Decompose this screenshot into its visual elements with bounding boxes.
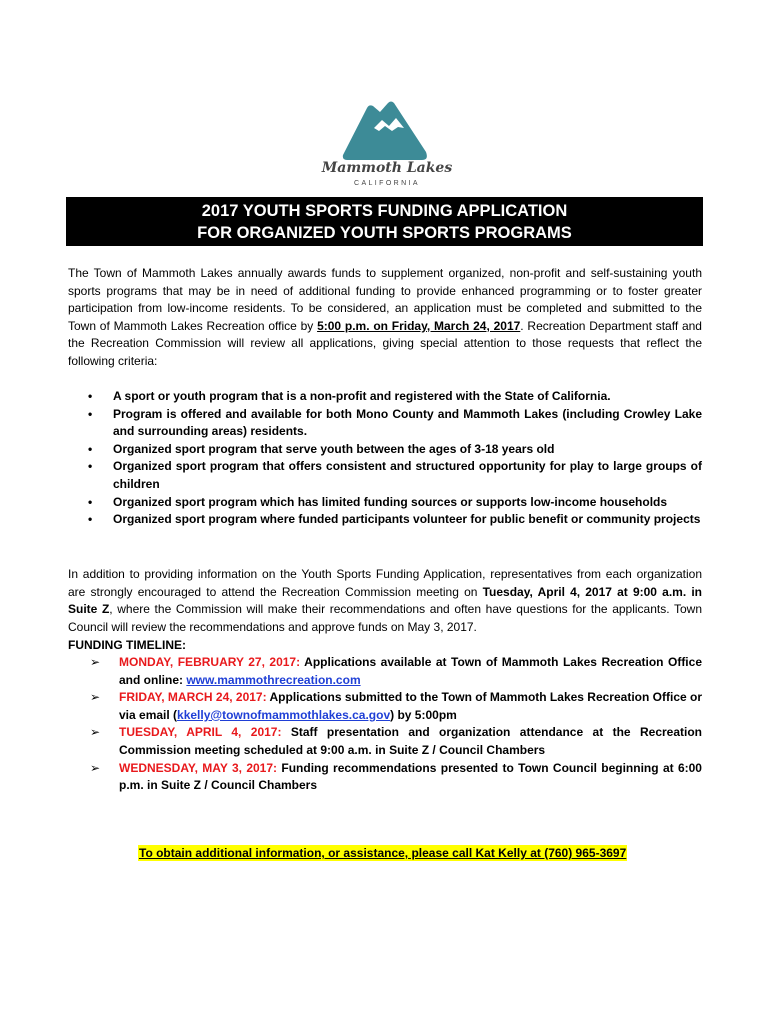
arrow-bullet-icon: ➢	[90, 655, 101, 669]
bullet-icon: •	[88, 494, 93, 509]
timeline-item: ➢ TUESDAY, APRIL 4, 2017: Staff presentation and organization attendance at the Recreation Commission meeting scheduled at 9:00 a.m. in Suite Z / Council Chambers	[90, 725, 703, 757]
bullet-icon: •	[88, 406, 93, 421]
arrow-bullet-icon: ➢	[90, 760, 101, 775]
timeline-heading: FUNDING TIMELINE:	[68, 638, 186, 652]
bullet-icon: •	[88, 512, 93, 527]
deadline-text: 5:00 p.m. on Friday, March 24, 2017	[317, 318, 521, 333]
list-item: • Organized sport program which has limited funding sources or supports low-income households	[68, 494, 702, 512]
list-item: • Organized sport program that offers consistent and structured opportunity for play to large groups of children	[88, 459, 702, 491]
timeline-list	[68, 654, 702, 795]
list-item: • Program is offered and available for both Mono County and Mammoth Lakes (including Crowley Lake and surrounding areas) residents.	[88, 406, 702, 439]
intro-text-end: . Recreation Department staff and the Recreation Commission will review all applications, giving special attention to those requests that reflect the following criteria:	[68, 318, 702, 368]
meeting-paragraph: In addition to providing information on the Youth Sports Funding Application, representatives from each organization are strongly encouraged to attend the Recreation Commission meeting on Tuesday, April 4, 2017 at 9:00 a.m. in Suite Z, where the Commission will make their recommendations and often have questions for the applicants. Town Council will review the recommendations and approve funds on May 3, 2017.	[68, 567, 703, 634]
document-title	[66, 197, 703, 246]
timeline-date: MONDAY, FEBRUARY 27, 2017:	[119, 655, 301, 669]
town-logo	[312, 100, 462, 192]
arrow-bullet-icon: ➢	[90, 725, 101, 740]
criteria-list	[68, 388, 702, 529]
list-item: • A sport or youth program that is a non-profit and registered with the State of California.	[68, 388, 702, 406]
logo-subtitle: CALIFORNIA	[353, 180, 420, 187]
arrow-bullet-icon: ➢	[90, 690, 101, 705]
timeline-item: ➢ FRIDAY, MARCH 24, 2017: Applications submitted to the Town of Mammoth Lakes Recreation Office or via email (kkelly@townofmammothlakes.ca.gov) by 5:00pm	[90, 690, 702, 722]
list-item: • Organized sport program where funded participants volunteer for public benefit or community projects	[68, 511, 702, 529]
logo-wordmark: Mammoth Lakes	[321, 160, 453, 176]
timeline-item: ➢ WEDNESDAY, MAY 3, 2017: Funding recommendations presented to Town Council beginning at 6:00 p.m. in Suite Z / Council Chambers	[90, 760, 702, 793]
contact-info: To obtain additional information, or assistance, please call Kat Kelly at (760) 965-3697	[139, 846, 627, 860]
timeline-date: TUESDAY, APRIL 4, 2017:	[119, 725, 282, 740]
bullet-icon: •	[88, 389, 93, 403]
bullet-icon: •	[88, 459, 93, 474]
mountain-logo-icon	[312, 100, 462, 162]
intro-text: The Town of Mammoth Lakes annually awards funds to supplement organized, non-profit and self-sustaining youth sports programs that may be in need of additional funding to provide enhanced programming or to foster greater participation from low-income residents. To be considered, an application must be completed and submitted to the Town of Mammoth Lakes Recreation office by	[68, 266, 702, 333]
title-line-2: FOR ORGANIZED YOUTH SPORTS PROGRAMS	[197, 224, 572, 242]
timeline-date: FRIDAY, MARCH 24, 2017:	[119, 690, 267, 705]
website-link[interactable]: www.mammothrecreation.com	[186, 672, 361, 687]
email-link[interactable]: kkelly@townofmammothlakes.ca.gov	[177, 707, 391, 722]
bullet-icon: •	[88, 441, 93, 456]
meeting-date: Tuesday, April 4, 2017 at 9:00 a.m. in Suite Z	[68, 584, 703, 617]
timeline-date: WEDNESDAY, MAY 3, 2017:	[119, 760, 278, 775]
list-item: • Organized sport program that serve youth between the ages of 3-18 years old	[68, 441, 702, 459]
timeline-item: ➢ MONDAY, FEBRUARY 27, 2017: Applications available at Town of Mammoth Lakes Recreation Office and online: www.mammothrecreation.com	[90, 655, 702, 687]
title-line-1: 2017 YOUTH SPORTS FUNDING APPLICATION	[201, 202, 568, 220]
intro-paragraph	[68, 265, 702, 371]
